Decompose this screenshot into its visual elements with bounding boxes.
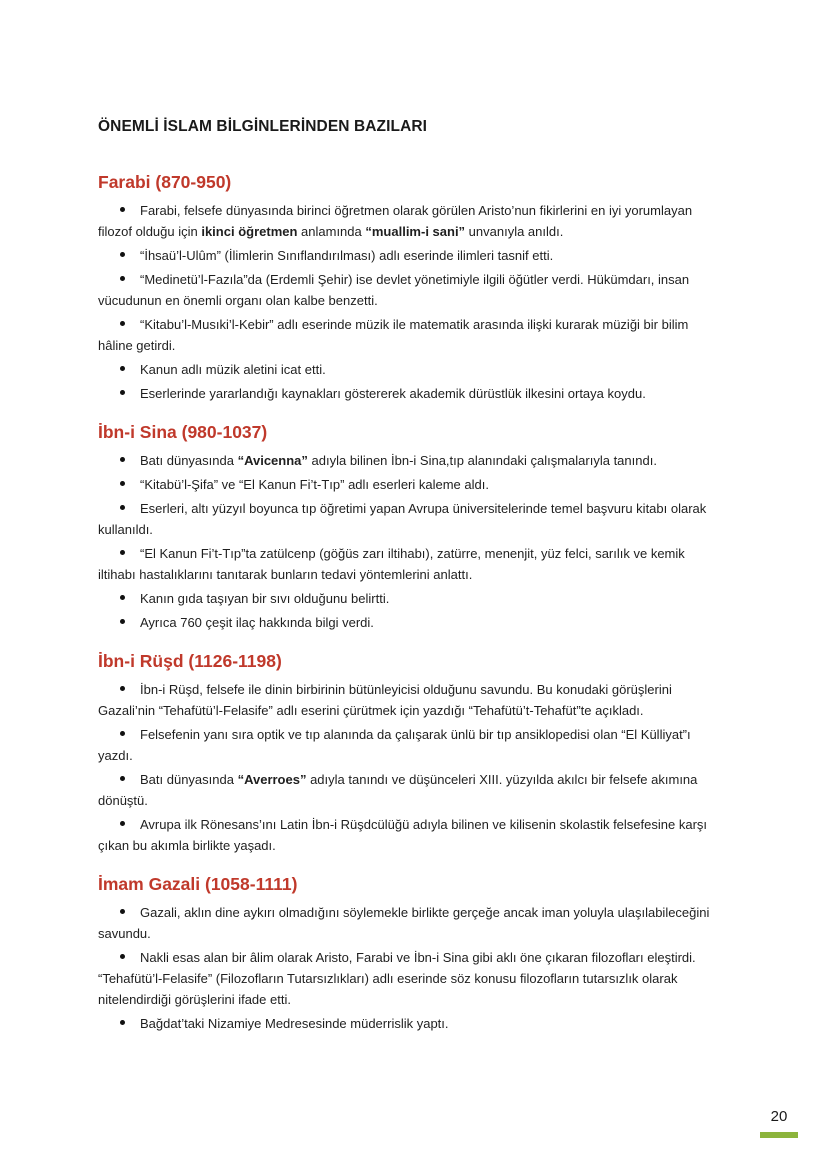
bullet-list: [98, 200, 723, 404]
section-title: Farabi (870-950): [98, 172, 232, 192]
text-run: “İhsaü’l-Ulûm” (İlimlerin Sınıflandırılması) adlı eserinde ilimleri tasnif etti.: [140, 248, 554, 263]
text-run: “Kitabu’l-Musıki’l-Kebir” adlı eserinde müzik ile matematik arasında ilişki kurarak müziği bir bilim hâline getirdi.: [98, 317, 689, 353]
bullet-item: [98, 383, 723, 404]
bullet-item: [98, 612, 723, 633]
bullet-item: [98, 947, 723, 1010]
bullet-item: [98, 474, 723, 495]
bullet-dot-icon: [120, 954, 125, 959]
text-run: Kanun adlı müzik aletini icat etti.: [140, 362, 326, 377]
bullet-dot-icon: [120, 481, 125, 486]
section-title: İbn-i Sina (980-1037): [98, 422, 268, 442]
document-page: [98, 118, 723, 1052]
text-run: adıyla tanındı ve düşünceleri XIII. yüzyılda akılcı bir felsefe akımına dönüştü.: [98, 772, 698, 808]
section: [98, 874, 723, 1034]
bullet-dot-icon: [120, 619, 125, 624]
bullet-item: [98, 359, 723, 380]
bullet-dot-icon: [120, 252, 125, 257]
bold-text: “Avicenna”: [237, 453, 308, 468]
bullet-item: [98, 902, 723, 944]
page-title: ÖNEMLİ İSLAM BİLGİNLERİNDEN BAZILARI: [98, 118, 428, 135]
section-title: İbn-i Rüşd (1126-1198): [98, 651, 282, 671]
bold-text: “muallim-i sani”: [365, 224, 466, 239]
bullet-dot-icon: [120, 595, 125, 600]
bold-text: “Averroes”: [237, 772, 307, 787]
bullet-dot-icon: [120, 821, 125, 826]
section: [98, 651, 723, 856]
text-run: İbn-i Rüşd, felsefe ile dinin birbirinin bütünleyicisi olduğunu savundu. Bu konudaki görüşlerini Gazali’nin “Tehafütü’l-Felasife” adlı eserini çürütmek için yazdığı “Tehafütü’t-Tehafüt”te açıkladı.: [98, 682, 672, 718]
section: [98, 422, 723, 633]
text-run: anlamında: [297, 224, 366, 239]
bullet-dot-icon: [120, 390, 125, 395]
bold-text: ikinci öğretmen: [201, 224, 298, 239]
text-run: Farabi, felsefe dünyasında birinci öğretmen olarak görülen Aristo’nun fikirlerini en iyi yorumlayan filozof olduğu için: [98, 203, 693, 239]
bullet-item: [98, 588, 723, 609]
bullet-list: [98, 450, 723, 633]
bullet-item: [98, 269, 723, 311]
bullet-item: [98, 1013, 723, 1034]
bullet-dot-icon: [120, 321, 125, 326]
section: [98, 172, 723, 404]
text-run: Gazali, aklın dine aykırı olmadığını söylemekle birlikte gerçeğe ancak iman yoluyla ulaşılabileceğini savundu.: [98, 905, 710, 941]
text-run: Eserlerinde yararlandığı kaynakları göstererek akademik dürüstlük ilkesini ortaya koydu.: [140, 386, 646, 401]
bullet-item: [98, 814, 723, 856]
text-run: Eserleri, altı yüzyıl boyunca tıp öğretimi yapan Avrupa üniversitelerinde temel başvuru kitabı olarak kullanıldı.: [98, 501, 707, 537]
text-run: Ayrıca 760 çeşit ilaç hakkında bilgi verdi.: [140, 615, 374, 630]
bullet-dot-icon: [120, 207, 125, 212]
page-number: 20: [770, 1108, 788, 1125]
bullet-list: [98, 902, 723, 1034]
section-title: İmam Gazali (1058-1111): [98, 874, 298, 894]
text-run: Batı dünyasında: [140, 772, 238, 787]
bullet-dot-icon: [120, 276, 125, 281]
text-run: “El Kanun Fi’t-Tıp”ta zatülcenp (göğüs zarı iltihabı), zatürre, menenjit, yüz felci, sarılık ve kemik iltihabı hastalıklarını tanıtarak bunların tedavi yöntemlerini anlattı.: [98, 546, 685, 582]
bullet-item: [98, 245, 723, 266]
bullet-item: [98, 724, 723, 766]
bullet-dot-icon: [120, 686, 125, 691]
sections-container: [98, 172, 723, 1034]
text-run: Nakli esas alan bir âlim olarak Aristo, Farabi ve İbn-i Sina gibi aklı öne çıkaran filozofları eleştirdi. “Tehafütü’l-Felasife” (Filozofların Tutarsızlıkları) adlı eserinde söz konusu filozofların tutarsızlık olarak nitelendirdiği görüşlerini ifade etti.: [98, 950, 696, 1007]
text-run: “Medinetü’l-Fazıla”da (Erdemli Şehir) ise devlet yönetimiyle ilgili öğütler verdi. Hükümdarı, insan vücudunun en önemli organı olan kalbe benzetti.: [98, 272, 690, 308]
bullet-dot-icon: [120, 1020, 125, 1025]
bullet-dot-icon: [120, 366, 125, 371]
text-run: “Kitabü’l-Şifa” ve “El Kanun Fi’t-Tıp” adlı eserleri kaleme aldı.: [140, 477, 489, 492]
text-run: Bağdat’taki Nizamiye Medresesinde müderrislik yaptı.: [140, 1016, 449, 1031]
bullet-dot-icon: [120, 731, 125, 736]
text-run: adıyla bilinen İbn-i Sina,tıp alanındaki çalışmalarıyla tanındı.: [307, 453, 657, 468]
bullet-dot-icon: [120, 550, 125, 555]
bullet-item: [98, 498, 723, 540]
bullet-dot-icon: [120, 909, 125, 914]
text-run: Kanın gıda taşıyan bir sıvı olduğunu belirtti.: [140, 591, 390, 606]
text-run: Avrupa ilk Rönesans’ını Latin İbn-i Rüşdcülüğü adıyla bilinen ve kilisenin skolastik felsefesine karşı çıkan bu akımla birlikte yaşadı.: [98, 817, 708, 853]
bullet-item: [98, 200, 723, 242]
bullet-item: [98, 314, 723, 356]
bullet-item: [98, 450, 723, 471]
bullet-item: [98, 543, 723, 585]
text-run: Felsefenin yanı sıra optik ve tıp alanında da çalışarak ünlü bir tıp ansiklopedisi olan “El Külliyat”ı yazdı.: [98, 727, 691, 763]
bullet-dot-icon: [120, 505, 125, 510]
bullet-list: [98, 679, 723, 856]
page-number-underline: [760, 1132, 798, 1138]
text-run: unvanıyla anıldı.: [465, 224, 564, 239]
bullet-dot-icon: [120, 457, 125, 462]
bullet-item: [98, 769, 723, 811]
bullet-dot-icon: [120, 776, 125, 781]
bullet-item: [98, 679, 723, 721]
text-run: Batı dünyasında: [140, 453, 238, 468]
